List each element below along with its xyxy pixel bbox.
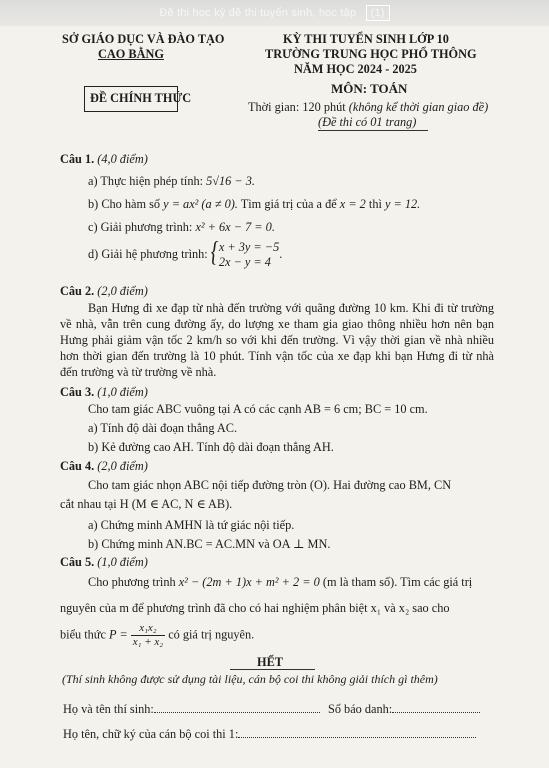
subject-title: MÔN: TOÁN — [331, 81, 408, 96]
q1-d-eq1: { x + 3y = −5 — [218, 240, 280, 254]
q2-title: Câu 2. — [60, 284, 95, 298]
end-label: HẾT — [257, 655, 283, 669]
q5-line3-text: biểu thức — [60, 627, 106, 642]
q3-intro: Cho tam giác ABC vuông tại A có các cạnh AB = 6 cm; BC = 10 cm. — [88, 402, 428, 416]
q2-heading — [60, 284, 148, 299]
q4-part-a: a) Chứng minh AMHN là tứ giác nội tiếp. — [88, 518, 295, 532]
q1-b-math-3: y = 12. — [384, 197, 421, 211]
q5-frac-den: x₁ + x₂ — [132, 636, 164, 648]
q1-b-text-1: b) Cho hàm số — [88, 197, 161, 211]
exam-school-type: TRƯỜNG TRUNG HỌC PHỔ THÔNG — [265, 47, 477, 61]
q1-d-end: . — [279, 246, 283, 261]
pages-note-underline — [318, 130, 428, 131]
sbd-label: Số báo danh: — [328, 702, 393, 716]
q5-heading — [60, 555, 148, 570]
exam-year: NĂM HỌC 2024 - 2025 — [294, 62, 417, 76]
q1-b-math-2: x = 2 — [339, 197, 366, 211]
q3-part-b: b) Kẻ đường cao AH. Tính độ dài đoạn thẳng AH. — [88, 440, 334, 454]
q5-line1-note: (m là tham số). Tìm các giá trị — [322, 575, 473, 589]
q1-d-system — [211, 240, 279, 270]
time-prefix: Thời gian: 120 phút — [248, 100, 346, 114]
candidate-name-label: Họ và tên thí sinh: — [63, 702, 154, 716]
candidate-name-row — [63, 702, 320, 717]
q5-equation: x² − (2m + 1)x + m² + 2 = 0 — [178, 575, 320, 589]
q5-line3-end: có giá trị nguyên. — [168, 627, 255, 642]
sbd-dots — [392, 712, 480, 713]
top-banner-text: Đề thi học kỳ đề thi tuyển sinh, học tập — [159, 7, 357, 19]
time-note: (không kể thời gian giao đề) — [348, 100, 489, 114]
q1-part-a — [88, 174, 255, 189]
q1-a-text: a) Thực hiện phép tính: — [88, 174, 204, 188]
proctor-label: Họ tên, chữ ký của cán bộ coi thi 1: — [63, 727, 239, 741]
q1-part-c — [88, 220, 275, 235]
q1-c-text: c) Giải phương trình: — [88, 220, 193, 234]
sbd-row — [328, 702, 480, 717]
q2-points: (2,0 điểm) — [97, 284, 148, 298]
official-label: ĐỀ CHÍNH THỨC — [90, 91, 192, 105]
q4-title: Câu 4. — [60, 459, 95, 473]
top-banner — [0, 0, 549, 26]
q5-fraction — [131, 622, 165, 649]
q1-title: Câu 1. — [60, 152, 95, 166]
q5-line-2: nguyên của m để phương trình đã cho có hai nghiệm phân biệt x₁ và x₂ sao cho — [60, 601, 450, 615]
q1-heading — [60, 152, 148, 167]
footer-note: (Thí sinh không được sử dụng tài liệu, cán bộ coi thi không giải thích gì thêm) — [62, 672, 438, 686]
q3-title: Câu 3. — [60, 385, 95, 399]
exam-title: KỲ THI TUYỂN SINH LỚP 10 — [283, 32, 449, 46]
q1-c-math: x² + 6x − 7 = 0. — [195, 220, 275, 234]
q1-b-text-2: Tìm giá trị của a để — [240, 197, 337, 211]
time-line — [248, 100, 488, 115]
proctor-row — [63, 727, 476, 742]
q1-part-d — [88, 240, 282, 270]
q4-intro-1: Cho tam giác nhọn ABC nội tiếp đường tròn (O). Hai đường cao BM, CN — [88, 478, 452, 492]
q3-points: (1,0 điểm) — [97, 385, 148, 399]
q1-d-text: d) Giải hệ phương trình: — [88, 246, 208, 261]
candidate-name-dots — [154, 712, 320, 713]
q2-body: Bạn Hưng đi xe đạp từ nhà đến trường với quãng đường 10 km. Khi đi từ trường về nhà, vẫn trên cung đường ấy, do lượng xe tham gia giao thông nhiều hơn nên bạn Hưng phải giảm vận tốc 2 km/h so với khi đến trường. Vì vậy thời gian về nhà nhiều hơn thời gian đến trường là 10 phút. Tính vận tốc của xe đạp khi bạn Hưng đi từ nhà đến trường và từ trường về nhà. — [60, 301, 494, 379]
q3-part-a: a) Tính độ dài đoạn thẳng AC. — [88, 421, 238, 435]
end-underline — [230, 669, 315, 670]
q5-p-label: P = — [109, 627, 128, 642]
q4-heading — [60, 459, 148, 474]
q5-line1-text: Cho phương trình — [88, 575, 176, 589]
q5-frac-num: x₁x₂ — [131, 622, 165, 636]
top-banner-badge: (1) — [366, 5, 390, 21]
q4-intro-2: cắt nhau tại H (M ∈ AC, N ∈ AB). — [60, 497, 233, 511]
q5-title: Câu 5. — [60, 555, 95, 569]
q1-a-math: 5√16 − 3. — [206, 174, 255, 188]
org-line-2: CAO BẰNG — [98, 47, 164, 61]
q5-line-3 — [60, 622, 254, 649]
q4-points: (2,0 điểm) — [97, 459, 148, 473]
proctor-dots — [238, 737, 476, 738]
q5-line-1 — [88, 575, 472, 590]
pages-note: (Đề thi có 01 trang) — [318, 115, 417, 129]
q1-b-math-1: y = ax² (a ≠ 0). — [163, 197, 238, 211]
q1-part-b — [88, 197, 420, 212]
q1-b-text-3: thì — [368, 197, 382, 211]
q1-d-eq2: 2x − y = 4 — [218, 255, 271, 269]
q1-points: (4,0 điểm) — [97, 152, 148, 166]
q5-points: (1,0 điểm) — [97, 555, 148, 569]
q4-part-b: b) Chứng minh AN.BC = AC.MN và OA ⊥ MN. — [88, 537, 331, 551]
q3-heading — [60, 385, 148, 400]
org-line-1: SỞ GIÁO DỤC VÀ ĐÀO TẠO — [62, 32, 225, 46]
